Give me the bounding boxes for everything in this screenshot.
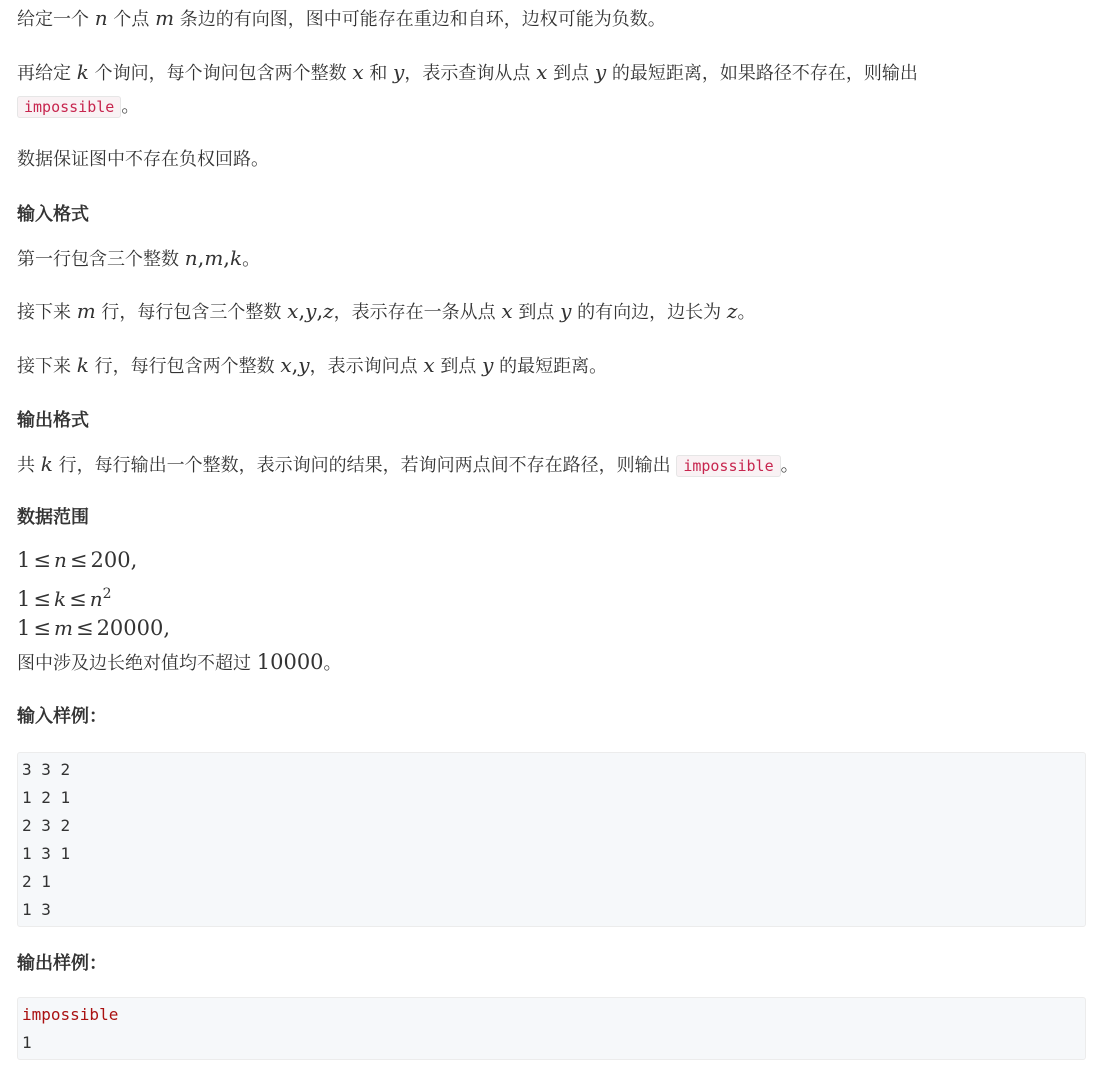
output-format-heading: 输出格式 [17,410,89,431]
math-var: x [501,299,513,323]
math-num: 10000 [256,650,324,674]
math-comma: , [291,353,299,377]
math-var: x [287,299,299,323]
text: 第一行包含三个整数 [17,249,185,270]
math-var: y [560,299,572,323]
math-leq: ≤ [33,548,51,572]
text: 到点 [512,302,561,323]
text: 个点 [107,9,156,30]
math-var: x [423,353,435,377]
text: 的最短距离，如果路径不存在，则输出 [606,63,918,84]
text: ，表示存在一条从点 [333,302,502,323]
range-line-2 [17,580,112,613]
text: 条边的有向图，图中可能存在重边和自环，边权可能为负数。 [174,9,666,30]
range-line-3 [17,614,170,642]
math-var: m [155,6,175,30]
description-paragraph-3: 数据保证图中不存在负权回路。 [17,149,269,170]
text: 行，每行包含两个整数 [88,356,281,377]
output-format-line-1 [17,450,799,480]
code-line: 2 1 [22,872,51,891]
math-var: k [53,587,67,611]
math-comma: , [197,246,205,270]
math-var: n [89,587,103,611]
text: 的最短距离。 [493,356,608,377]
math-num: 1 [17,548,31,572]
range-line-1 [17,546,137,574]
math-var: y [305,299,317,323]
text: 行，每行包含三个整数 [95,302,288,323]
description-paragraph-1 [17,4,666,34]
sample-output-heading: 输出样例： [17,953,107,974]
math-var: k [76,353,89,377]
text: ，表示查询从点 [404,63,537,84]
math-comma: , [316,299,324,323]
math-var: k [229,246,243,270]
math-comma: , [163,616,171,640]
math-leq: ≤ [33,587,51,611]
math-var: n [94,6,108,30]
math-var: y [393,60,405,84]
sample-input-heading: 输入样例： [17,706,107,727]
code-line: 1 [22,1033,32,1052]
text: 个询问，每个询问包含两个整数 [88,63,353,84]
text: 行，每行输出一个整数，表示询问的结果，若询问两点间不存在路径，则输出 [52,455,677,476]
math-var: z [323,299,334,323]
math-comma: , [298,299,306,323]
text: 给定一个 [17,9,95,30]
code-line: 1 3 1 [22,844,71,863]
math-var: m [204,246,224,270]
text: 。 [323,653,342,674]
math-var: x [536,60,548,84]
text: 。 [780,455,799,476]
math-var: z [726,299,738,323]
math-leq: ≤ [69,587,87,611]
math-var: n [53,548,67,572]
math-leq: ≤ [75,616,94,640]
input-format-line-1 [17,244,260,274]
math-var: y [482,353,494,377]
text: 和 [363,63,394,84]
code-line: 1 3 [22,900,51,919]
math-var: m [53,616,73,640]
text: 到点 [434,356,483,377]
text: 。 [121,96,140,117]
math-comma: , [223,246,230,270]
text: ，表示询问点 [309,356,424,377]
sample-output-code-block [17,997,1086,1060]
range-heading: 数据范围 [17,507,89,528]
range-line-4 [17,648,342,678]
text: 共 [17,455,41,476]
math-var: m [76,299,96,323]
math-num: 20000 [96,616,164,640]
math-exponent: 2 [102,586,112,602]
math-var: y [298,353,310,377]
math-var: x [352,60,364,84]
text: 接下来 [17,356,77,377]
input-format-heading: 输入格式 [17,204,89,225]
inline-code-impossible: impossible [17,96,121,118]
text: 。 [737,302,756,323]
math-var: y [594,60,607,84]
math-var: k [76,60,89,84]
description-paragraph-2 [17,58,918,88]
math-var: k [40,452,53,476]
math-var: n [184,246,198,270]
text: 的有向边，边长为 [571,302,727,323]
math-num: 1 [17,616,31,640]
text: 到点 [547,63,595,84]
inline-code-impossible: impossible [676,455,780,477]
math-leq: ≤ [69,548,88,572]
math-comma: , [130,548,138,572]
code-line: impossible [22,1005,119,1024]
text: 图中涉及边长绝对值均不超过 [17,653,257,674]
input-format-line-3 [17,351,607,381]
math-var: x [280,353,292,377]
code-line: 3 3 2 [22,760,71,779]
description-paragraph-2-cont [17,93,139,121]
text: 再给定 [17,63,77,84]
math-num: 1 [17,587,31,611]
text: 。 [242,249,261,270]
input-format-line-2 [17,297,755,327]
math-leq: ≤ [33,616,51,640]
code-line: 2 3 2 [22,816,71,835]
code-line: 1 2 1 [22,788,71,807]
math-num: 200 [90,548,131,572]
sample-input-code-block [17,752,1086,927]
text: 接下来 [17,302,77,323]
